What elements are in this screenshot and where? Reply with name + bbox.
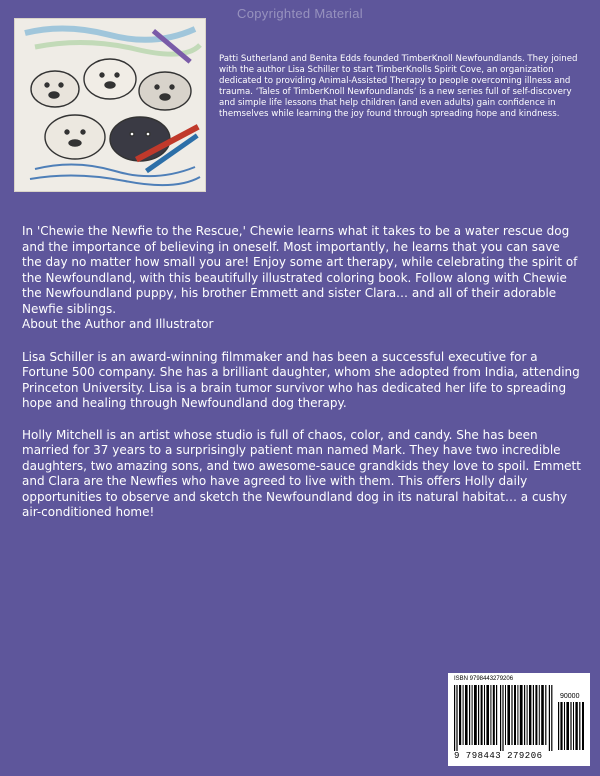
- isbn-label: ISBN 9798443279206: [454, 676, 514, 682]
- about-heading: About the Author and Illustrator: [22, 317, 214, 331]
- price-addon-bars: [558, 702, 586, 750]
- barcode-bars: [454, 685, 554, 751]
- watermark: Copyrighted Material: [237, 6, 363, 21]
- back-cover-text: [22, 224, 582, 537]
- isbn-digits: 9 798443 279206: [454, 751, 543, 761]
- intro-paragraph: Patti Sutherland and Benita Edds founded TimberKnoll Newfoundlands. They joined with the author Lisa Schiller to start TimberKnolls Spirit Cove, an organization dedicated to providing Animal-Assisted Therapy to people overcoming illness and trauma. ‘Tales of TimberKnoll Newfoundlands’ is a new series full of self-discovery and simple life lessons that help children (and even adults) gain confidence in themselves while learning the joy found through spreading hope and kindness.: [219, 54, 578, 119]
- isbn-barcode: [448, 673, 590, 766]
- coloring-book-illustration: [14, 18, 206, 192]
- illustrator-bio: Holly Mitchell is an artist whose studio is full of chaos, color, and candy. She has been married for 37 years to a surprisingly patient man named Mark. They have two incredible daughters, two amazing sons, and two awesome-sauce grandkids they love to spoil. Emmett and Clara are the Newfies who have agreed to live with them. This offers Holly daily opportunities to observe and sketch the Newfoundland dog in its natural habitat… a cushy air-conditioned home!: [22, 427, 581, 519]
- description-text: In 'Chewie the Newfie to the Rescue,' Chewie learns what it takes to be a water rescue dog and the importance of believing in oneself. Most importantly, he learns that you can save the day no matter how small you are! Enjoy some art therapy, while celebrating the spirit of the Newfoundland, with this beautifully illustrated coloring book. Follow along with Chewie the Newfoundland puppy, his brother Emmett and sister Clara… and all of their adorable Newfie siblings.: [22, 224, 578, 316]
- author-bio: Lisa Schiller is an award-winning filmmaker and has been a successful executive for a Fortune 500 company. She has a brilliant daughter, whom she adopted from India, attending Princeton University. Lisa is a brain tumor survivor who has dedicated her life to spreading hope and healing through Newfoundland dog therapy.: [22, 349, 580, 410]
- price-code: 90000: [560, 693, 580, 700]
- book-description: [22, 224, 582, 333]
